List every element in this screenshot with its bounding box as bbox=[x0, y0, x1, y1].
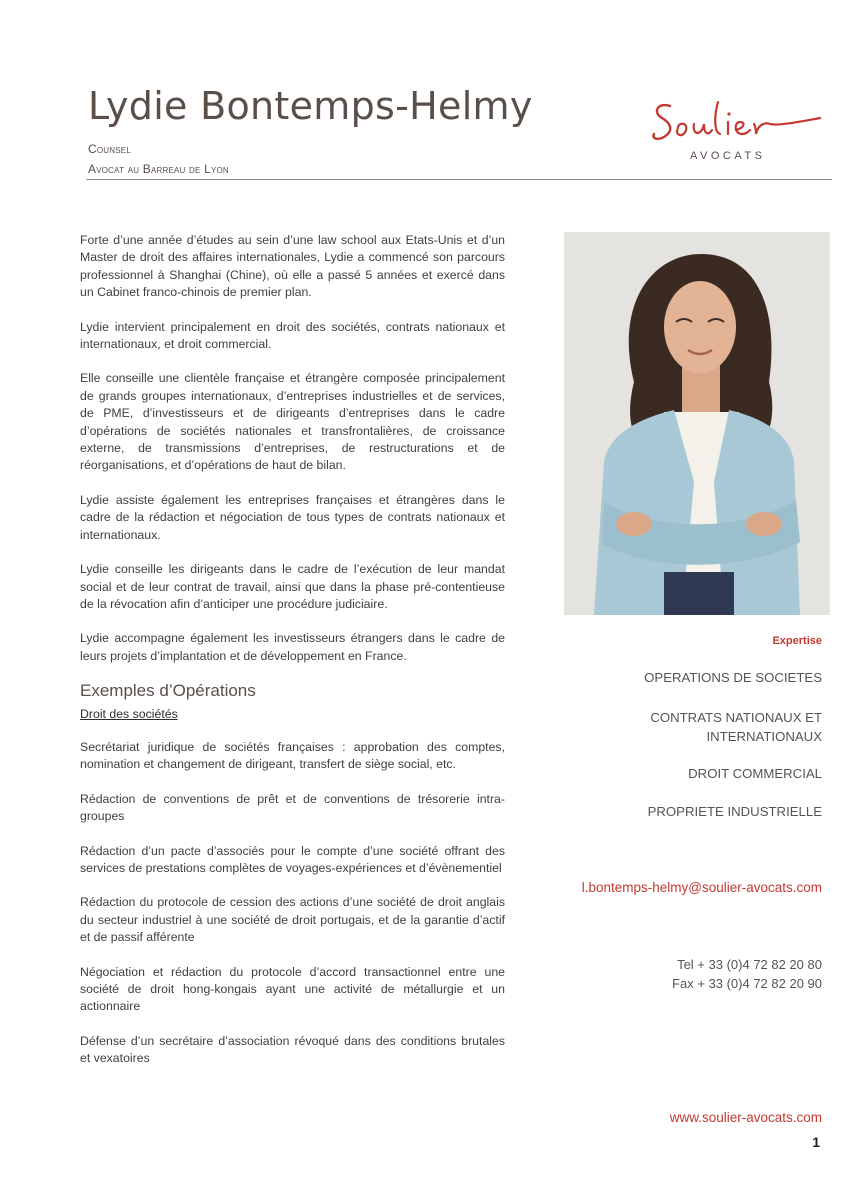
operations-heading: Exemples d’Opérations bbox=[80, 681, 256, 701]
bio-paragraph: Lydie accompagne également les investisseurs étrangers dans le cadre de leurs projets d’implantation et de développement en France. bbox=[80, 631, 505, 663]
bio-paragraph: Elle conseille une clientèle française et étrangère composée principalement de grands groupes internationaux, d’entreprises industrielles et de services, de PME, d’investisseurs et de dirigeants d’entreprises dans le cadre d’opérations de sociétés nationales et transfrontalières, de croissance externe, de transmissions d’entreprises, de restructurations et de réorganisations, et d’opérations de haut de bilan. bbox=[80, 371, 505, 473]
page-number: 1 bbox=[812, 1134, 820, 1150]
fax-number: Fax + 33 (0)4 72 82 20 90 bbox=[672, 976, 822, 991]
operation-item: Rédaction de conventions de prêt et de conventions de trésorerie intra-groupes bbox=[80, 791, 505, 824]
operation-item: Rédaction d’un pacte d’associés pour le compte d’une société offrant des services de prestations complètes de voyages-expériences et d’évènementiel bbox=[80, 843, 505, 875]
expertise-title: Expertise bbox=[772, 635, 822, 647]
person-title: Counsel bbox=[88, 142, 131, 156]
bio-paragraph: Forte d’une année d’études au sein d’une law school aux Etats-Unis et d’un Master de droit des affaires internationales, Lydie a commencé son parcours professionnel à Shanghai (Chine), où elle a passé 5 années et exercé dans un Cabinet franco-chinois de premier plan. bbox=[80, 233, 505, 300]
email-link[interactable]: l.bontemps-helmy@soulier-avocats.com bbox=[581, 880, 822, 895]
expertise-item: OPERATIONS DE SOCIETES bbox=[644, 670, 822, 685]
operation-item: Secrétariat juridique de sociétés françaises : approbation des comptes, nomination et changement de dirigeant, transfert de siège social, etc. bbox=[80, 739, 505, 772]
operation-item: Défense d’un secrétaire d’association révoqué dans des conditions brutales et vexatoires bbox=[80, 1033, 505, 1066]
person-name: Lydie Bontemps-Helmy bbox=[88, 84, 533, 128]
expertise-item bbox=[650, 709, 822, 746]
bio-paragraph: Lydie conseille les dirigeants dans le cadre de l’exécution de leur mandat social et de leur contrat de travail, ainsi que dans la phase pré-contentieuse de la révocation afin d’anticiper une procédure judiciaire. bbox=[80, 562, 505, 611]
expertise-item: PROPRIETE INDUSTRIELLE bbox=[647, 804, 822, 819]
main-column bbox=[80, 232, 505, 1085]
expertise-item-line: CONTRATS NATIONAUX ET bbox=[650, 710, 822, 725]
bio-paragraph: Lydie assiste également les entreprises françaises et étrangères dans le cadre de la rédaction et négociation de tous types de contrats nationaux et internationaux. bbox=[80, 492, 505, 542]
person-bar: Avocat au Barreau de Lyon bbox=[88, 162, 229, 176]
expertise-item: DROIT COMMERCIAL bbox=[688, 766, 822, 781]
operation-item: Négociation et rédaction du protocole d’accord transactionnel entre une société de droit hong-kongais ayant une activité de métallurgie et un actionnaire bbox=[80, 964, 505, 1014]
phone-number: Tel + 33 (0)4 72 82 20 80 bbox=[677, 957, 822, 972]
operation-item: Rédaction du protocole de cession des actions d’une société de droit anglais du secteur industriel à une société de droit portugais, et de la garantie d’actif et de passif afférente bbox=[80, 895, 505, 945]
expertise-item-line: INTERNATIONAUX bbox=[706, 728, 822, 744]
website-link[interactable]: www.soulier-avocats.com bbox=[669, 1110, 822, 1125]
operations-subheading: Droit des sociétés bbox=[80, 706, 178, 721]
bio-paragraph: Lydie intervient principalement en droit des sociétés, contrats nationaux et internationaux, et droit commercial. bbox=[80, 319, 505, 352]
profile-photo bbox=[564, 232, 830, 615]
header-divider bbox=[86, 179, 832, 180]
logo-subtitle: AVOCATS bbox=[690, 150, 766, 162]
